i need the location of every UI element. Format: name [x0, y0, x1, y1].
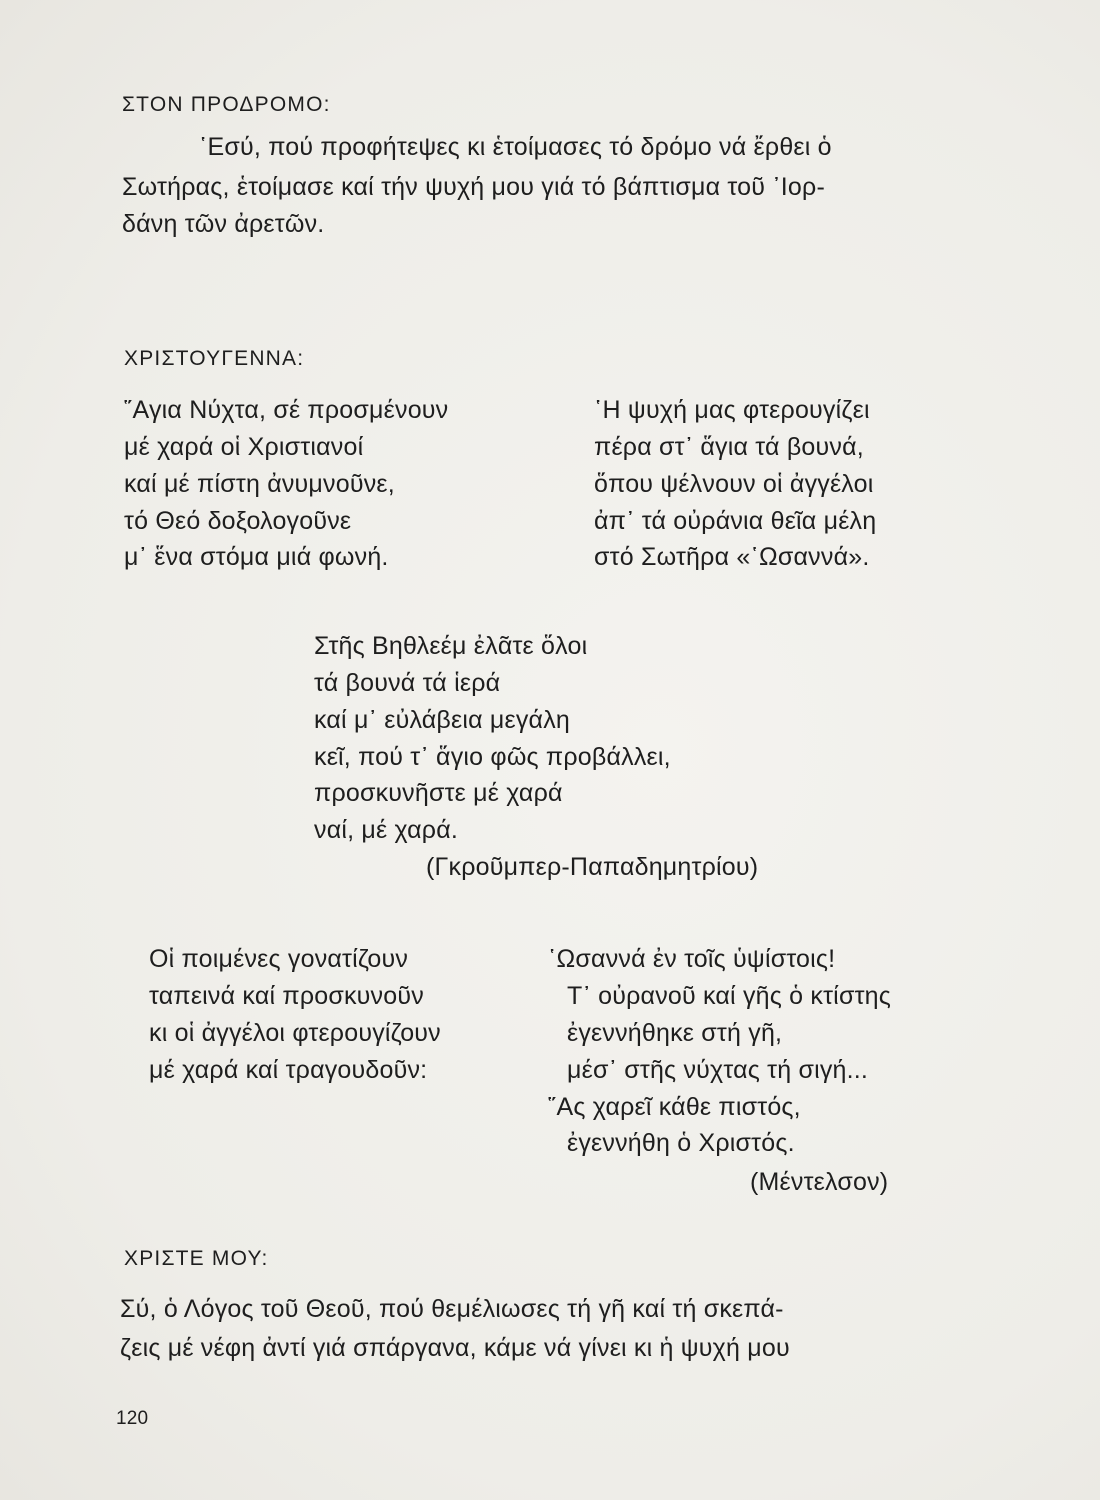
heading-christe-mou: ΧΡΙΣΤΕ ΜΟΥ: [124, 1247, 269, 1270]
verse-line: πέρα στ᾿ ἅγια τά βουνά, [594, 433, 864, 461]
verse-line: ναί, μέ χαρά. [314, 816, 459, 844]
verse-line: καί μέ πίστη ἀνυμνοῦνε, [124, 470, 395, 498]
verse-line: κι οἱ ἀγγέλοι φτερουγίζουν [149, 1019, 441, 1047]
verse-line: ὅπου ψέλνουν οἱ ἀγγέλοι [594, 470, 874, 498]
page-number: 120 [116, 1408, 149, 1429]
verse-line: ῾Ωσαννά ἐν τοῖς ὑψίστοις! [548, 945, 836, 973]
prose-line: Σύ, ὁ Λόγος τοῦ Θεοῦ, πού θεμέλιωσες τή γῆ καί τή σκεπά- [120, 1295, 784, 1323]
verse-line: ῾Η ψυχή μας φτερουγίζει [594, 396, 870, 424]
verse-line: τό Θεό δοξολογοῦνε [124, 507, 352, 535]
verse-line: Στῆς Βηθλεέμ ἐλᾶτε ὅλοι [314, 632, 588, 660]
credit-grouber-papadimitriou: (Γκροῦμπερ-Παπαδημητρίου) [426, 853, 759, 881]
prose-line: Σωτήρας, ἑτοίμασε καί τήν ψυχή μου γιά τό βάπτισμα τοῦ ᾿Ιορ- [122, 173, 825, 201]
verse-line: στό Σωτῆρα «῾Ωσαννά». [594, 543, 870, 571]
verse-line: Τ᾿ οὐρανοῦ καί γῆς ὁ κτίστης [567, 982, 891, 1010]
verse-line: μ᾿ ἕνα στόμα μιά φωνή. [124, 543, 389, 571]
verse-line: μέ χαρά οἱ Χριστιανοί [124, 433, 364, 461]
prose-line: ῾Εσύ, πού προφήτεψες κι ἑτοίμασες τό δρόμο νά ἔρθει ὁ [199, 133, 832, 161]
verse-line: ταπεινά καί προσκυνοῦν [149, 982, 424, 1010]
verse-line: προσκυνῆστε μέ χαρά [314, 779, 563, 807]
verse-line: καί μ᾿ εὐλάβεια μεγάλη [314, 706, 570, 734]
verse-line: μέσ᾿ στῆς νύχτας τή σιγή... [567, 1056, 869, 1084]
verse-line: ῞Αγια Νύχτα, σέ προσμένουν [124, 396, 449, 424]
verse-line: Οἱ ποιμένες γονατίζουν [149, 945, 409, 973]
prose-line: ζεις μέ νέφη ἀντί γιά σπάργανα, κάμε νά γίνει κι ἡ ψυχή μου [120, 1334, 790, 1362]
verse-line: κεῖ, πού τ᾿ ἅγιο φῶς προβάλλει, [314, 743, 671, 771]
verse-line: ἀπ᾿ τά οὐράνια θεῖα μέλη [594, 507, 877, 535]
heading-ston-prodromo: ΣΤΟΝ ΠΡΟΔΡΟΜΟ: [122, 93, 331, 116]
verse-line: τά βουνά τά ἱερά [314, 669, 501, 697]
verse-line: ἐγεννήθη ὁ Χριστός. [567, 1129, 795, 1157]
heading-christougenna: ΧΡΙΣΤΟΥΓΕΝΝΑ: [124, 347, 305, 370]
verse-line: ἐγεννήθηκε στή γῆ, [567, 1019, 783, 1047]
verse-line: μέ χαρά καί τραγουδοῦν: [149, 1056, 428, 1084]
verse-line: ῞Ας χαρεῖ κάθε πιστός, [548, 1093, 801, 1121]
prose-line: δάνη τῶν ἀρετῶν. [122, 210, 325, 238]
credit-mendelssohn: (Μέντελσον) [750, 1168, 889, 1196]
